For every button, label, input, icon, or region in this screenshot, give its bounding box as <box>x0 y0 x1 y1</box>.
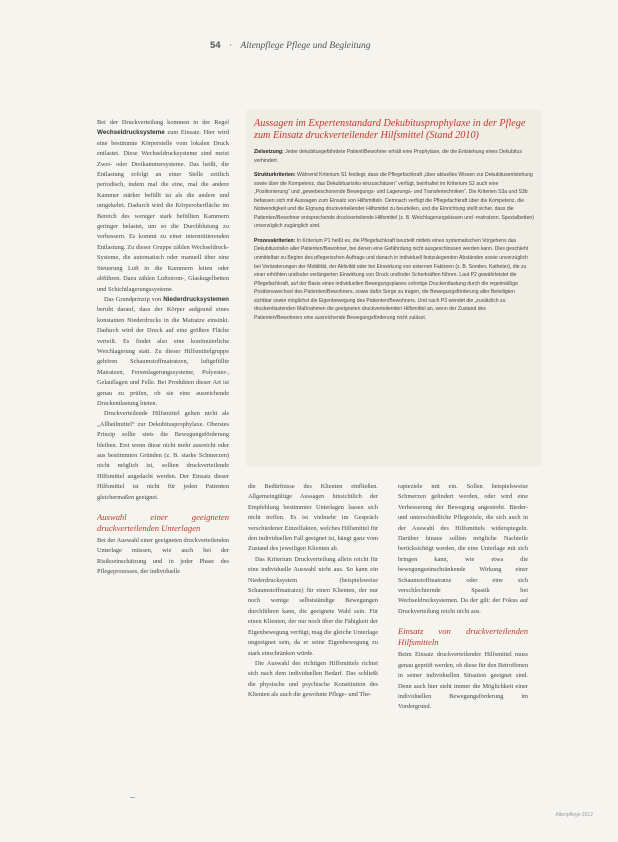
box-body <box>254 148 534 322</box>
paragraph: rapieziele mit ein. Sollen beispielsweise Schmerzen gelindert werden, oder wird eine Verbesserung der Bewegung angestrebt. Bieder- und unterschiedliche Pflegeziele, die sich auch in der Auswahl des Hilfsmittels widerspiegeln. Darüber hinaus sollten mögliche Nachteile berücksichtigt werden, die eine Unterlage mit sich bringen kann, wie etwa die bewegungseinschränkende Wirkung einer Schaumstoffmatratze oder eine sich verschlechternde Spastik bei Wechseldrucksystemen. Da der gilt: der Fokus auf Druckverteilung reicht nicht aus. <box>398 483 528 615</box>
term-niederdrucksysteme: Niederdrucksystemen <box>163 295 229 303</box>
paragraph: Druckverteilende Hilfsmittel gelten nicht als „Allheilmittel“ zur Dekubitusprophylaxe. Oberstes Prinzip sollte stets die Bewegungsförderung bleiben. Erst wenn diese nicht mehr ausreicht oder aus bestimmten Gründen (z. B. starke Schmerzen) nicht möglich ist, sollten druckverteilende Hilfsmittel angedacht werden. Der Einsatz dieser Hilfsmittel ist nicht für jeden Patienten gleichermaßen geeignet. <box>97 410 229 501</box>
paragraph: Die Auswahl des richtigen Hilfsmittels richtet sich nach dem individuellen Bedarf. Das schließt die physische und psychische Konstitution des Klienten als auch die gewohnte Pflege- und The- <box>248 659 378 699</box>
box-paragraph: Zielsetzung: Jeder dekubitusgefährdete Patient/Bewohner erhält eine Prophylaxe, die die Entstehung eines Dekubitus verhindert. <box>254 149 522 164</box>
expert-standard-box <box>246 110 542 466</box>
footer-imprint: Altenpflege 2012 <box>555 812 593 818</box>
left-column <box>97 118 229 810</box>
box-paragraph: Prozesskriterien: In Kriterium P1 heißt es, die Pflegefachkraft beurteilt mittels eines systematischen Vorgehens das Dekubitusrisiko aller Patienten/Bewohner, bei denen eine Gefährdung nicht ausgeschlossen werden kann. Dies geschieht unmittelbar zu Beginn des pflegerischen Auftrags und danach in individuell festzulegenden Abständen sowie unverzüglich bei Veränderungen der Mobilität, der Aktivität oder bei Einwirkung von externen Faktoren (z. B. Sonden, Katheter), die zu einer erhöhten und/oder verlängerten Einwirkung von Druck und/oder Scherkräften führen. Laut P2 gewährleistet die Pflegefachkraft, auf der Basis eines individuellen Bewegungsplanes sofortige Druckentlastung durch die regelmäßige Positionswechsel des Patienten/Bewohners, sowie dafür Sorge zu tragen, die Bewegungsförderung aller Beteiligten sichtbar sowie möglichst die Eigenbewegung des Patienten/Bewohners. Und nach P3 wendet die „zusätzlich zu druckentlastenden Maßnahmen die geeigneten druckverteilenden Hilfsmittel an, wenn der Zustand des Patienten/Bewohners eine ausreichende Bewegungsförderung nicht zulässt. <box>254 237 529 321</box>
paragraph: Das Grundprinzip von Niederdrucksystemen beruht darauf, dass der Körper aufgrund eines konstanten Niederdrucks in die Matratze einsinkt. Dadurch wird der Druck auf eine größere Fläche verteilt. Es findet also eine kontinuierliche Weichlagerung statt. Zu dieser Hilfsmittelgruppe gehören Schaumstoffmatratzen, luftgefüllte Matratzen, Fersenlagerungssysteme, Polyester-, Gelauflagen und Felle. Bei Produkten dieser Art ist genau zu prüfen, ob sie eine ausreichende Druckentlastung bieten. <box>97 295 229 407</box>
paragraph: Bei der Auswahl einer geeigneten druckverteilenden Unterlage müssen, wie auch bei der Risikoeinschätzung und in jeder Phase des Pflegeprozesses, der individuelle <box>97 537 229 576</box>
middle-column <box>248 482 378 810</box>
box-label: Prozesskriterien: <box>254 237 296 244</box>
header-separator: · <box>228 41 233 51</box>
column-end-mark <box>130 797 135 798</box>
paragraph: Beim Einsatz druckverteilender Hilfsmittel muss genau geprüft werden, ob diese für den Betroffenen in seiner individuellen Situation geeignet sind. Denn auch hier steht immer die Möglichkeit einer individuellen Bewegungsförderung im Vordergrund. <box>398 651 528 711</box>
paragraph: Das Kriterium Druckverteilung allein reicht für eine individuelle Auswahl nicht aus. So kann ein Niederdrucksystem (beispielsweise Schaumstoffmatratze) für einen Klienten, der nur noch wenige selbstständige Bewegungen durchführen kann, die geeignete Wahl sein. Für einen Klienten, der nur noch über die Fähigkeit der Eigenbewegung verfügt, mag die gleiche Unterlage ungeeignet sein, da er seine Eigenbewegung zu stark einschränken würde. <box>248 555 378 657</box>
running-title: Altenpflege Pflege und Begleitung <box>240 41 371 51</box>
paragraph: die Bedürfnisse des Klienten einfließen. Allgemeingültige Aussagen hinsichtlich der Empfehlung bestimmter Unterlagen lassen sich nicht treffen. Es ist vielmehr im Gespräch verschiedener Einzelfakten, welches Hilfsmittel für den individuellen Fall geeignet ist, hängt ganz vom Zustand des jeweiligen Klienten ab. <box>248 483 378 553</box>
running-header <box>210 40 510 51</box>
box-paragraph: Strukturkriterien: Während Kriterium S1 festlegt, dass die Pflegefachkraft „über aktuelles Wissen zur Dekubitusentstehung sowie über die Kompetenz, das Dekubitusrisiko einzuschätzen“ verfügt, beinhaltet im Kriterium S2 auch eine „Positionierung“ und „gewebeschonende Bewegungs- und Lagerungs- und Transfertechniken“. Die Kriterien S3a und S3b befassen sich mit Aussagen zum Einsatz von Hilfsmitteln. Demnach verfügt die Pflegefachkraft über die Kompetenz, die Notwendigkeit und die Eignung druckverteilender Hilfsmittel zu beurteilen, und die Einrichtung stellt sicher, dass die Patienten/Bewohner entsprechende druckverteilende Hilfsmittel (z. B. Weichlagerungskissen und -matratzen, Spezialbetten) unverzüglich zugänglich sind. <box>254 172 534 230</box>
section-heading: Auswahl einer geeigneten druckverteilenden Unterlagen <box>97 512 229 533</box>
term-wechseldrucksysteme: Wechseldrucksysteme <box>97 129 165 137</box>
paragraph: Bei der Druckverteilung kommen in der Regel Wechseldrucksysteme zum Einsatz. Hier wird eine bestimmte Körperstelle vom lokalen Druck entlastet. Diese Wechseldrucksysteme sind meist Zwei- oder Dreikammersysteme. Das heißt, die Entlastung erfolgt an einer Stelle zeitlich periodisch, indem mal die eine, mal die andere Kammer stärker befüllt ist als die andere und umgekehrt. Dadurch wird die Körperoberfläche im Bereich des weniger stark befüllten Kammern geringer belastet, um so die Durchblutung zu verbessern. Es kommt zu einer intermittierenden Entlastung. Zu dieser Gruppe zählen Wechseldruck-Systeme, die automatisch oder manuell über eine Steuerung Luft in die Kammern leiten oder abführen. Dazu zählen Luftstrom-, Glaskugelbetten und Schichtlagerungssysteme. <box>97 119 229 293</box>
box-label: Strukturkriterien: <box>254 172 296 179</box>
section-heading: Einsatz von druckverteilenden Hilfsmitteln <box>398 626 528 647</box>
box-title: Aussagen im Expertenstandard Dekubitusprophylaxe in der Pflege zum Einsatz druckverteilender Hilfsmittel (Stand 2010) <box>254 118 526 141</box>
page-number: 54 <box>210 40 221 51</box>
box-label: Zielsetzung: <box>254 149 284 155</box>
right-column <box>398 482 528 810</box>
